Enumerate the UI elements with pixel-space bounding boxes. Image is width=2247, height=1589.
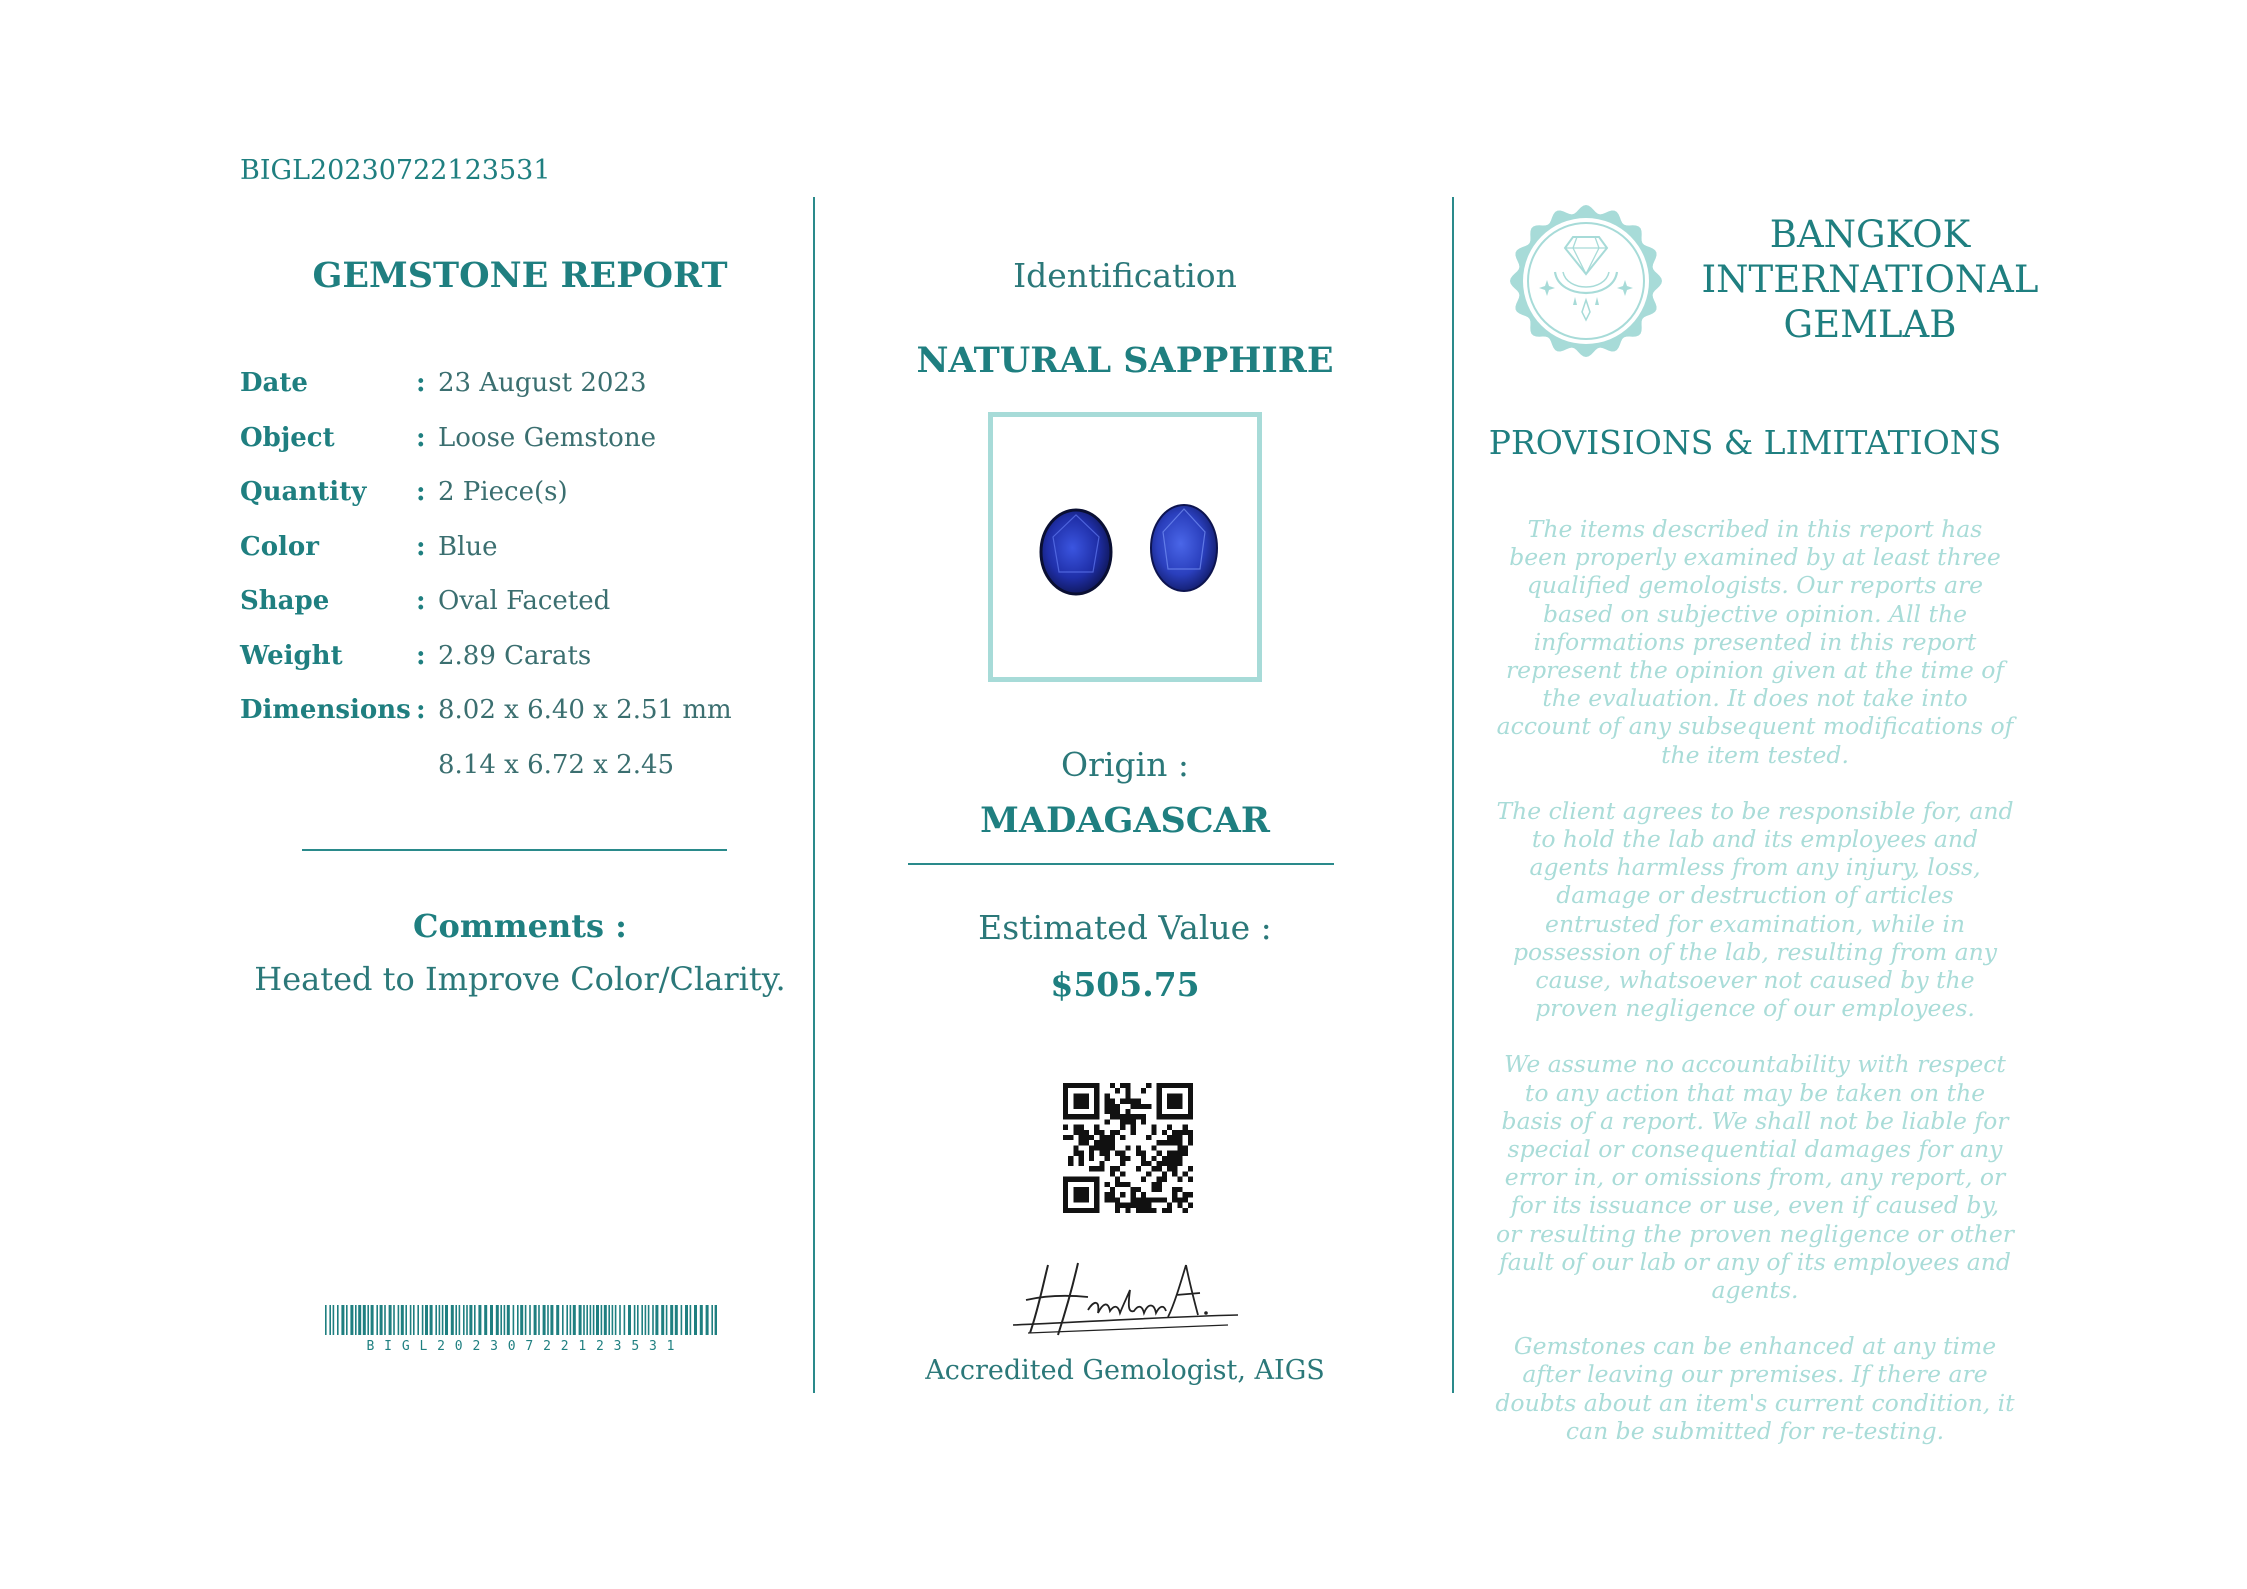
lab-seal-icon bbox=[1507, 202, 1665, 360]
barcode-bars bbox=[325, 1305, 717, 1335]
property-row-date bbox=[240, 368, 800, 423]
property-colon: : bbox=[416, 695, 426, 725]
property-label: Quantity bbox=[240, 477, 367, 507]
report-id: BIGL20230722123531 bbox=[240, 155, 551, 186]
signature-icon bbox=[1008, 1255, 1248, 1345]
property-row-weight bbox=[240, 641, 800, 696]
property-value: Oval Faceted bbox=[438, 586, 611, 616]
property-label: Weight bbox=[240, 640, 343, 671]
origin-heading: Origin : bbox=[1061, 745, 1189, 784]
provisions-paragraph: We assume no accountability with respect to any action that may be taken on the basis of a report. We shall not be liable for special or consequential damages for any error in, or omissions from, any report, or for its issuance or use, even if caused by, or resulting the proven negligence or other fault of our lab or any of its employees and agents. bbox=[1496, 1050, 2014, 1305]
property-value: 8.02 x 6.40 x 2.51 mm bbox=[438, 695, 732, 725]
property-label: Dimensions bbox=[240, 695, 411, 725]
property-row-dimensions-2 bbox=[240, 750, 800, 805]
divider-line bbox=[908, 863, 1334, 865]
gem-name: NATURAL SAPPHIRE bbox=[916, 340, 1334, 381]
property-value: Blue bbox=[438, 531, 498, 562]
barcode bbox=[325, 1305, 717, 1354]
property-value: 2 Piece(s) bbox=[438, 477, 568, 507]
property-value: Loose Gemstone bbox=[438, 422, 656, 453]
property-value: 23 August 2023 bbox=[438, 368, 647, 398]
property-value: 2.89 Carats bbox=[438, 640, 592, 671]
seal-graphic bbox=[1507, 202, 1665, 360]
column-divider-right bbox=[1452, 197, 1454, 1393]
property-row-color bbox=[240, 532, 800, 587]
property-colon: : bbox=[416, 531, 426, 562]
barcode-text: B I G L 2 0 2 3 0 7 2 2 1 2 3 5 3 1 bbox=[366, 1339, 676, 1354]
property-colon: : bbox=[416, 368, 426, 398]
property-list bbox=[240, 368, 800, 804]
property-colon: : bbox=[416, 477, 426, 507]
provisions-paragraph: The items described in this report has been properly examined by at least three qualified gemologists. Our reports are based on subjective opinion. All the informations presented in this report represent the opinion given at the time of the evaluation. It does not take into account of any subsequent modifications of the item tested. bbox=[1496, 515, 2014, 769]
report-title: GEMSTONE REPORT bbox=[312, 255, 728, 296]
lab-name-line: GEMLAB bbox=[1783, 303, 1957, 346]
property-row-shape bbox=[240, 586, 800, 641]
origin-value: MADAGASCAR bbox=[980, 800, 1270, 841]
sapphire-pair-image bbox=[993, 417, 1257, 677]
property-colon: : bbox=[416, 422, 426, 453]
property-row-object bbox=[240, 423, 800, 478]
property-label: Object bbox=[240, 422, 335, 453]
qr-code-matrix bbox=[1063, 1083, 1193, 1213]
provisions-paragraph: The client agrees to be responsible for, and to hold the lab and its employees and agents harmless from any injury, loss, damage or destruction of articles entrusted for examination, while in possession of the lab, resulting from any cause, whatsoever not caused by the proven negligence of our employees. bbox=[1496, 796, 2014, 1023]
comments-text: Heated to Improve Color/Clarity. bbox=[254, 960, 786, 998]
identification-heading: Identification bbox=[1013, 256, 1237, 295]
divider-line bbox=[302, 849, 727, 851]
qr-code-icon[interactable] bbox=[1063, 1083, 1193, 1213]
provisions-text bbox=[1495, 515, 2015, 1473]
property-row-quantity bbox=[240, 477, 800, 532]
property-label: Color bbox=[240, 531, 319, 562]
property-label: Date bbox=[240, 368, 308, 398]
provisions-heading: PROVISIONS & LIMITATIONS bbox=[1488, 423, 2002, 462]
lab-name-line: BANGKOK bbox=[1769, 213, 1971, 256]
signature-caption: Accredited Gemologist, AIGS bbox=[925, 1355, 1325, 1386]
property-colon: : bbox=[416, 640, 426, 671]
column-divider-left bbox=[813, 197, 815, 1393]
signature-drawing bbox=[1008, 1255, 1248, 1345]
estimated-value-heading: Estimated Value : bbox=[978, 908, 1272, 947]
property-colon: : bbox=[416, 586, 426, 616]
property-row-dimensions bbox=[240, 695, 800, 750]
gem-image-frame bbox=[988, 412, 1262, 682]
comments-heading: Comments : bbox=[413, 907, 627, 945]
estimated-value-amount: $505.75 bbox=[1050, 965, 1200, 1004]
lab-name-line: INTERNATIONAL bbox=[1701, 258, 2039, 301]
property-value: 8.14 x 6.72 x 2.45 bbox=[438, 749, 675, 780]
property-label: Shape bbox=[240, 586, 330, 616]
provisions-paragraph: Gemstones can be enhanced at any time after leaving our premises. If there are doubts about an item's current condition, it can be submitted for re-testing. bbox=[1495, 1332, 2015, 1445]
lab-name bbox=[1700, 212, 2040, 347]
